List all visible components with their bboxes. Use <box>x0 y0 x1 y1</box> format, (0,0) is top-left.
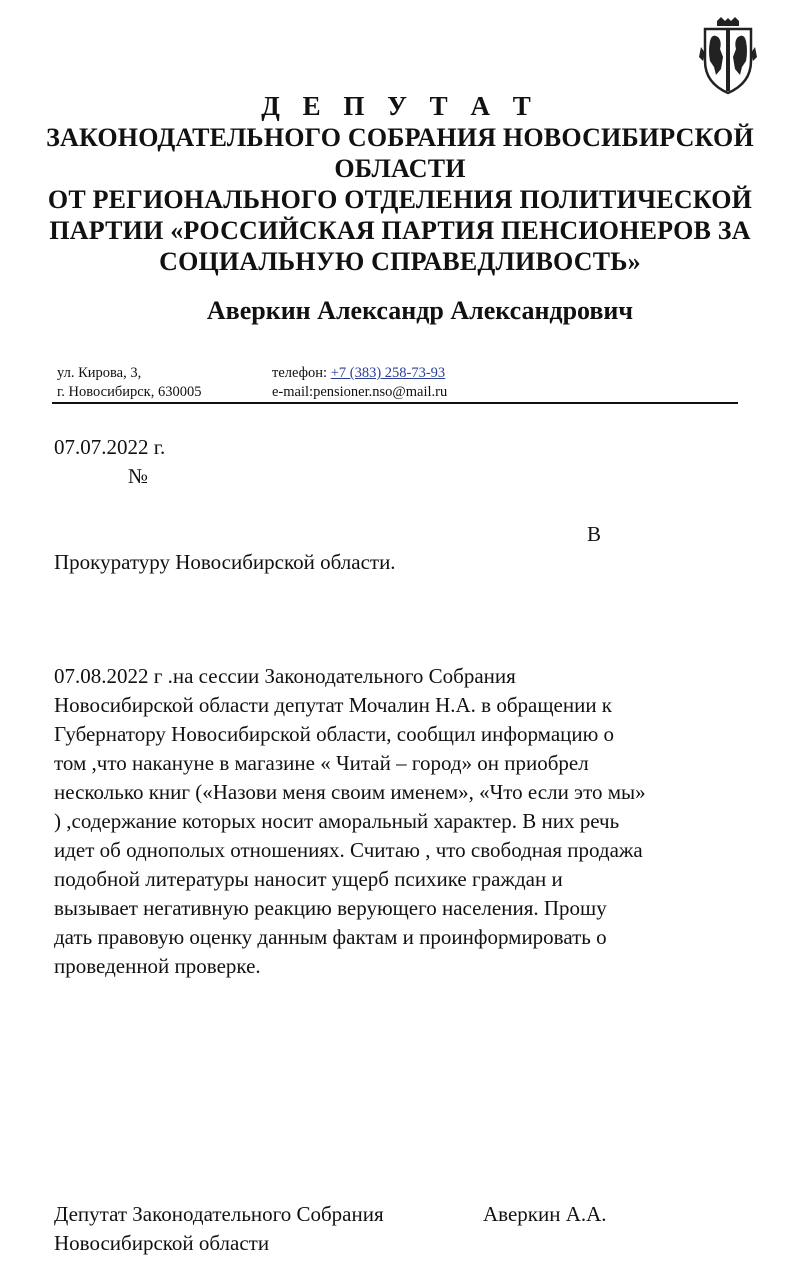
addressee: Прокуратуру Новосибирской области. <box>54 550 396 574</box>
signatory-name: Аверкин А.А. <box>483 1202 607 1226</box>
organization-line: ОБЛАСТИ <box>334 154 466 183</box>
position-line: Депутат Законодательного Собрания <box>54 1202 384 1226</box>
header-divider <box>52 402 738 404</box>
body-line: несколько книг («Назови меня своим именем», «Что если это мы» <box>54 780 646 804</box>
organization-line: ОТ РЕГИОНАЛЬНОГО ОТДЕЛЕНИЯ ПОЛИТИЧЕСКОЙ <box>47 185 753 214</box>
document-title: Д Е П У Т А Т <box>261 91 539 121</box>
body-line: Губернатору Новосибирской области, сообщил информацию о <box>54 722 615 746</box>
body-line: проведенной проверке. <box>54 954 261 978</box>
body-line: идет об однополых отношениях. Считаю , что свободная продажа <box>54 838 643 862</box>
organization-line: ПАРТИИ «РОССИЙСКАЯ ПАРТИЯ ПЕНСИОНЕРОВ ЗА <box>49 216 751 245</box>
address-line: ул. Кирова, 3, <box>57 365 142 381</box>
novosibirsk-coat-of-arms-icon <box>697 17 759 95</box>
body-line: 07.08.2022 г .на сессии Законодательного Собрания <box>54 664 516 688</box>
phone-label: телефон: <box>272 365 331 381</box>
body-line: Новосибирской области депутат Мочалин Н.А. в обращении к <box>54 693 613 717</box>
organization-line: СОЦИАЛЬНУЮ СПРАВЕДЛИВОСТЬ» <box>159 247 641 276</box>
organization-heading <box>40 122 760 277</box>
deputy-name: Аверкин Александр Александрович <box>206 296 634 325</box>
email-line: e-mail:pensioner.nso@mail.ru <box>272 384 448 400</box>
letter-body <box>54 662 774 981</box>
letter-date: 07.07.2022 г. <box>54 435 166 459</box>
phone-link[interactable]: +7 (383) 258-73-93 <box>330 365 446 381</box>
contact-info <box>272 364 447 402</box>
address-line: г. Новосибирск, 630005 <box>57 384 202 400</box>
organization-line: ЗАКОНОДАТЕЛЬНОГО СОБРАНИЯ НОВОСИБИРСКОЙ <box>46 123 754 152</box>
body-line: ) ,содержание которых носит аморальный характер. В них речь <box>54 809 620 833</box>
body-line: том ,что накануне в магазине « Читай – город» он приобрел <box>54 751 589 775</box>
body-line: дать правовую оценку данным фактам и проинформировать о <box>54 925 607 949</box>
addressee-prefix: В <box>587 522 602 546</box>
phone-line <box>272 364 447 383</box>
letter-number: № <box>128 464 149 488</box>
body-line: вызывает негативную реакцию верующего населения. Прошу <box>54 896 607 920</box>
postal-address <box>57 364 201 402</box>
body-line: подобной литературы наносит ущерб психике граждан и <box>54 867 563 891</box>
signatory-position <box>54 1200 384 1258</box>
position-line: Новосибирской области <box>54 1231 270 1255</box>
